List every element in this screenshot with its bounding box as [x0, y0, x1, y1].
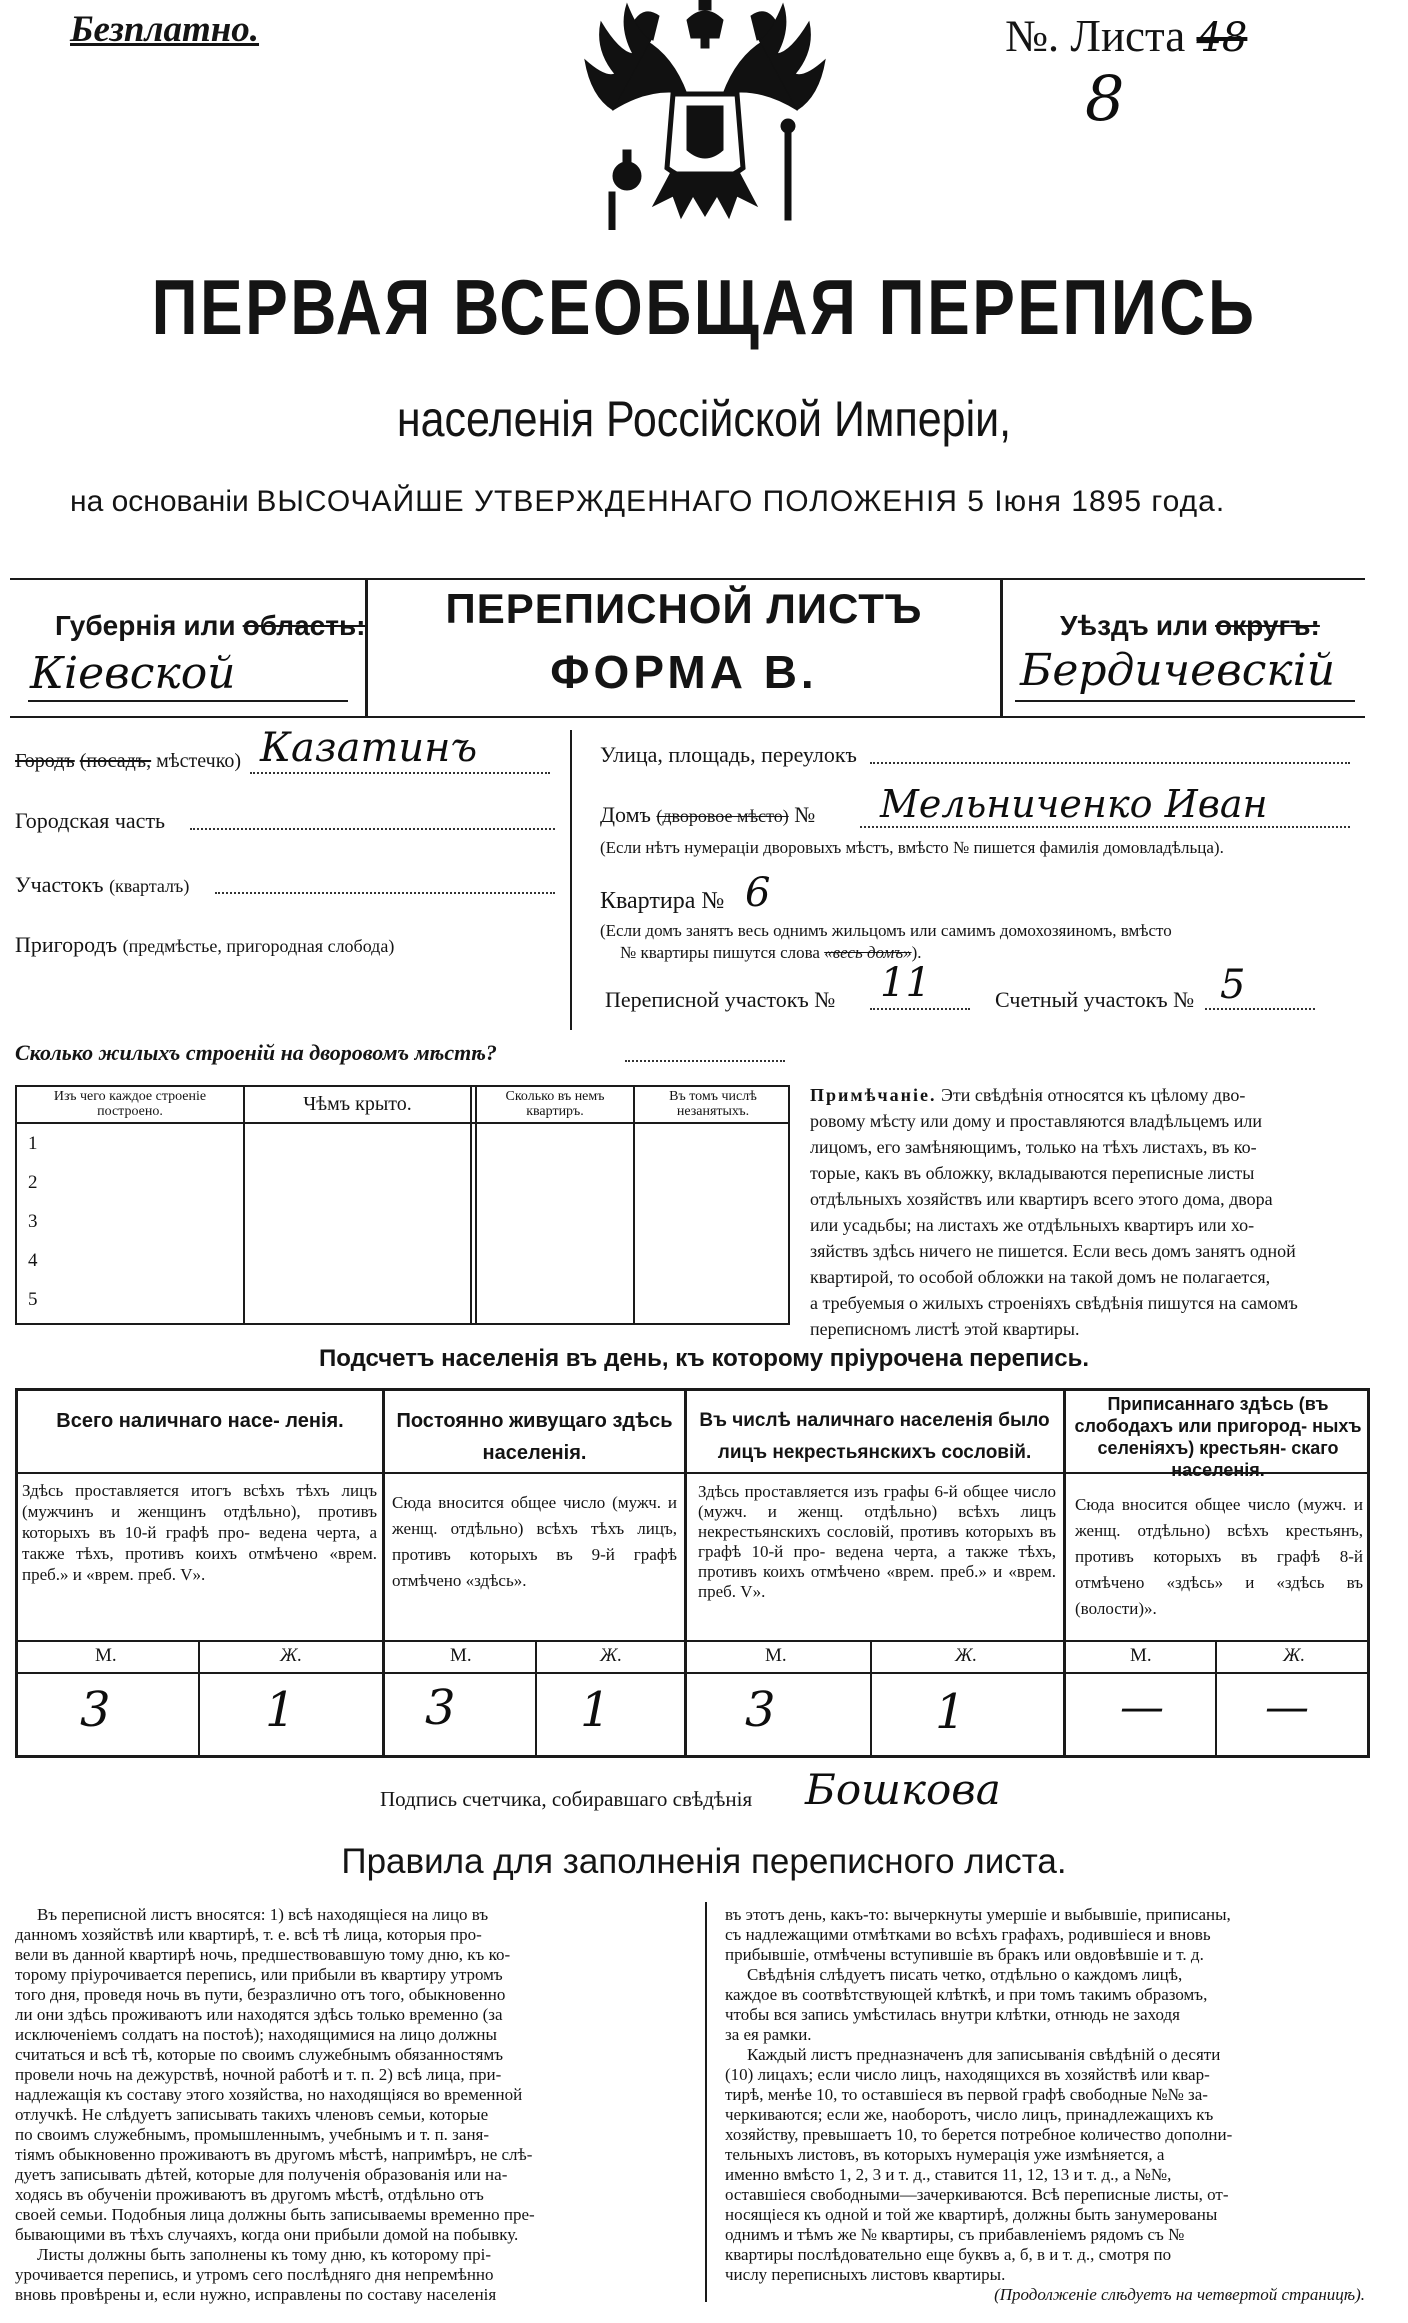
pop-col1-m-value: 3 — [80, 1682, 111, 1738]
rules-title: Правила для заполненія переписного листа. — [341, 1842, 1067, 1881]
bld-col-roof: Чѣмъ крыто. — [303, 1093, 412, 1115]
pop-col3-desc: Здѣсь проставляется изъ графы 6-й общее число (мужч. и женщ. отдѣльно) всѣхъ лицъ некрестьянскихъ сословій, противъ которыхъ въ графѣ 10-й про- ведена черта, а также тѣхъ, противъ коихъ отмѣчено «врем. преб.» и «врем. преб. V». — [698, 1482, 1056, 1601]
census-line: Переписной участокъ № — [605, 987, 836, 1012]
bld-row-2: 2 — [28, 1172, 38, 1193]
buildings-table — [15, 1085, 790, 1325]
basis-text: ВЫСОЧАЙШЕ УТВЕРЖДЕННАГО ПОЛОЖЕНІЯ 5 Іюня 1895 года. — [256, 485, 1226, 518]
bld-row-3: 3 — [28, 1211, 38, 1232]
bld-row-5: 5 — [28, 1289, 38, 1310]
pop-col4-m-value: — — [1120, 1682, 1164, 1733]
kvartira-value: 6 — [745, 870, 771, 916]
signature-value: Бошкова — [805, 1765, 1001, 1814]
uezd-value: Бердичевскій — [1020, 645, 1336, 696]
pop-col1-desc: Здѣсь проставляется итогъ всѣхъ тѣхъ лицъ (мужчинъ и женщинъ отдѣльно), противъ которыхъ въ 10-й графѣ про- ведена черта, а также тѣхъ, противъ коихъ отмѣчено «врем. преб.» и «врем. преб. V». — [22, 1481, 377, 1584]
pop-col2-f-label: Ж. — [600, 1645, 623, 1666]
census-value: 11 — [880, 960, 931, 1006]
pop-col1-m-label: М. — [95, 1645, 117, 1666]
pop-col3-f-value: 1 — [935, 1684, 966, 1740]
gubernia-label: Губернія или область: — [55, 610, 366, 641]
form-label: ФОРМА В. — [550, 646, 818, 698]
bld-col-apartments: Сколько въ немъ квартиръ. — [505, 1089, 605, 1119]
rules-left-column: Въ переписной листъ вносятся: 1) всѣ находящіеся на лицо въ данномъ хозяйствѣ или квартирѣ, т. е. всѣ тѣ лица, которыя про- вели въ данной квартирѣ ночь, предшествовавшую тому дню, къ ко- торому пріурочивается перепись, или прибыли въ квартиру утромъ того дня, проведя ночь въ пути, безразлично отъ того, обыкновенно ли они здѣсь проживаютъ или находятся здѣсь только временно (за исключеніемъ солдатъ на постоѣ); находящимися на лицо должны считаться и всѣ тѣ, которые по своимъ служебнымъ обязанностямъ провели ночь на дежурствѣ, ночной работѣ и т. п. 2) всѣ лица, при- надлежащія къ составу этого хозяйства, но находящіяся во временной отлучкѣ. Не слѣдуетъ записывать такихъ членовъ семьи, которые по своимъ служебнымъ, промышленнымъ, учебнымъ и т. п. заня- тіямъ обыкновенно проживаютъ въ другомъ мѣстѣ, напримѣръ, не слѣ- дуетъ записывать дѣтей, которые для полученія образованія или на- ходясь въ обученіи проживаютъ въ другомъ мѣстѣ, отдѣльно отъ своей семьи. Подобныя лица должны быть записываемы временно пре- бывающими въ тѣхъ случаяхъ, когда они прибыли домой на побывку. Листы должны быть заполнены къ тому дню, къ которому прі- урочивается перепись, и утромъ сего послѣдняго дня непремѣнно вновь провѣрены и, если нужно, исправлены по составу населенія — [15, 1905, 535, 2304]
pop-col4-f-label: Ж. — [1283, 1645, 1306, 1666]
gorod-line: Городъ (посадъ, мѣстечко) — [15, 750, 242, 772]
population-title: Подсчетъ населенія въ день, къ которому пріурочена перепись. — [319, 1345, 1089, 1372]
pop-col2-f-value: 1 — [580, 1682, 611, 1738]
form-title: ПЕРЕПИСНОЙ ЛИСТЪ — [445, 585, 923, 632]
count-line: Счетный участокъ № — [995, 987, 1195, 1012]
kvartira-note: (Если домъ занятъ весь однимъ жильцомъ или самимъ домохозяиномъ, вмѣсто № квартиры пишутся слова «весь домъ»). — [600, 921, 1172, 962]
street-label: Улица, площадь, переулокъ — [600, 742, 857, 767]
uchastok-line: Участокъ (кварталъ) — [15, 872, 190, 897]
buildings-question: Сколько жилыхъ строеній на дворовомъ мѣстѣ? — [15, 1040, 497, 1065]
pop-col4-header: Приписаннаго здѣсь (въ слободахъ или пригород- ныхъ селеніяхъ) крестьян- скаго населенія. — [1074, 1394, 1362, 1480]
imperial-eagle-emblem — [575, 0, 835, 230]
part-label: Городская часть — [15, 808, 166, 833]
pop-col2-header: Постоянно живущаго здѣсь населенія. — [396, 1410, 673, 1464]
basis-line — [70, 485, 1225, 519]
pop-col4-m-label: М. — [1130, 1645, 1152, 1666]
pop-col3-m-label: М. — [765, 1645, 787, 1666]
pop-col1-header: Всего наличнаго насе- ленія. — [56, 1410, 344, 1432]
sheet-number-label: №. Листа — [1005, 11, 1186, 61]
bld-row-4: 4 — [28, 1250, 38, 1271]
subtitle: населенія Россійской Имперіи, — [396, 391, 1012, 447]
sheet-number-handwritten: 8 — [1085, 62, 1125, 135]
pop-col3-header: Въ числѣ наличнаго населенія было лицъ некрестьянскихъ сословій. — [699, 1410, 1050, 1463]
note-title: Примѣчаніе. — [810, 1085, 937, 1105]
sheet-number — [1005, 10, 1247, 62]
prigorod-line: Пригородъ (предмѣстье, пригородная слобода) — [15, 932, 395, 957]
pop-col2-m-label: М. — [450, 1645, 472, 1666]
pop-col1-f-label: Ж. — [280, 1645, 303, 1666]
pop-col3-m-value: 3 — [745, 1682, 776, 1738]
note-block: Примѣчаніе. Эти свѣдѣнія относятся къ цѣлому дво- ровому мѣсту или дому и проставляются владѣльцемъ или лицомъ, его замѣняющимъ, только на тѣхъ листахъ, въ ко- торые, какъ въ обложку, вкладываются переписные листы отдѣльныхъ хозяйствъ или квартиръ всего этого дома, двора или усадьбы; на листахъ же отдѣльныхъ квартиръ или хо- зяйствъ здѣсь ничего не пишется. Если весь домъ занятъ одной квартирой, то особой обложки на такой домъ не полагается, а требуемыя о жилыхъ строеніяхъ свѣдѣнія пишутся на самомъ переписномъ листѣ этой квартиры. — [810, 1085, 1298, 1339]
count-value: 5 — [1220, 962, 1246, 1008]
free-label: Безплатно. — [70, 9, 260, 50]
dom-note: (Если нѣтъ нумераціи дворовыхъ мѣстъ, вмѣсто № пишется фамилія домовладѣльца). — [600, 838, 1224, 857]
dom-line: Домъ (дворовое мѣсто) № — [600, 802, 816, 827]
pop-col4-desc: Сюда вносится общее число (мужч. и женщ. отдѣльно) всѣхъ крестьянъ, противъ которыхъ въ графѣ 8-й отмѣчено «здѣсь» и «здѣсь въ (волости)». — [1075, 1495, 1363, 1618]
pop-col2-desc: Сюда вносится общее число (мужч. и женщ. отдѣльно) всѣхъ тѣхъ лицъ, противъ которыхъ въ 9-й графѣ отмѣчено «здѣсь». — [392, 1493, 677, 1590]
kvartira-label: Квартира № — [600, 888, 725, 914]
pop-col4-f-value: — — [1265, 1682, 1309, 1733]
signature-label: Подпись счетчика, собиравшаго свѣдѣнія — [380, 1787, 753, 1811]
pop-col2-m-value: 3 — [425, 1680, 456, 1736]
uezd-label: Уѣздъ или округъ: — [1060, 610, 1320, 641]
bld-col-material: Изъ чего каждое строеніе построено. — [53, 1089, 207, 1119]
rules-continued: (Продолженіе слѣдуетъ на четвертой страницѣ). — [994, 2285, 1365, 2304]
sheet-number-crossed: 48 — [1196, 15, 1248, 61]
gorod-value: Казатинъ — [260, 725, 478, 771]
bld-row-1: 1 — [28, 1133, 38, 1154]
rules-right-column: въ этотъ день, какъ-то: вычеркнуты умершіе и выбывшіе, приписаны, съ надлежащими отмѣтками во всѣхъ графахъ, родившіеся и вновь прибывшіе, отмѣчены вступившіе въ бракъ или овдовѣвшіе и т. д. Свѣдѣнія слѣдуетъ писать четко, отдѣльно о каждомъ лицѣ, каждое въ соотвѣтствующей клѣткѣ, и при томъ такимъ образомъ, чтобы вся запись умѣстилась внутри клѣтки, отнюдь не заходя за ея рамки. Каждый листъ предназначенъ для записыванія свѣдѣній о десяти (10) лицахъ; если число лицъ, находящихся въ хозяйствѣ или квар- тирѣ, менѣе 10, то оставшіеся въ первой графѣ свободные №№ за- черкиваются; если же, наоборотъ, число лицъ, принадлежащихъ къ хозяйству, превышаетъ 10, то берется потребное количество дополни- тельныхъ листовъ, въ которыхъ нумерація уже измѣняется, а именно вмѣсто 1, 2, 3 и т. д., ставится 11, 12, 13 и т. д., а №№, оставшіеся свободными—зачеркиваются. Всѣ переписные листы, от- носящіеся къ одной и той же квартирѣ, должны быть занумерованы однимъ и тѣмъ же № квартиры, съ прибавленіемъ рядомъ съ № квартиры послѣдовательно еще буквъ а, б, в и т. д., смотря по числу переписныхъ листовъ квартиры. (Продолженіе слѣдуетъ на четвертой страницѣ). — [725, 1905, 1375, 2305]
main-title: ПЕРВАЯ ВСЕОБЩАЯ ПЕРЕПИСЬ — [151, 263, 1257, 351]
gubernia-value: Кіевской — [30, 648, 236, 699]
basis-prefix: на основаніи — [70, 485, 249, 518]
pop-col1-f-value: 1 — [265, 1682, 296, 1738]
pop-col3-f-label: Ж. — [955, 1645, 978, 1666]
dom-value: Мельниченко Иван — [880, 782, 1268, 826]
bld-col-vacant: Въ томъ числѣ незанятыхъ. — [669, 1089, 757, 1119]
